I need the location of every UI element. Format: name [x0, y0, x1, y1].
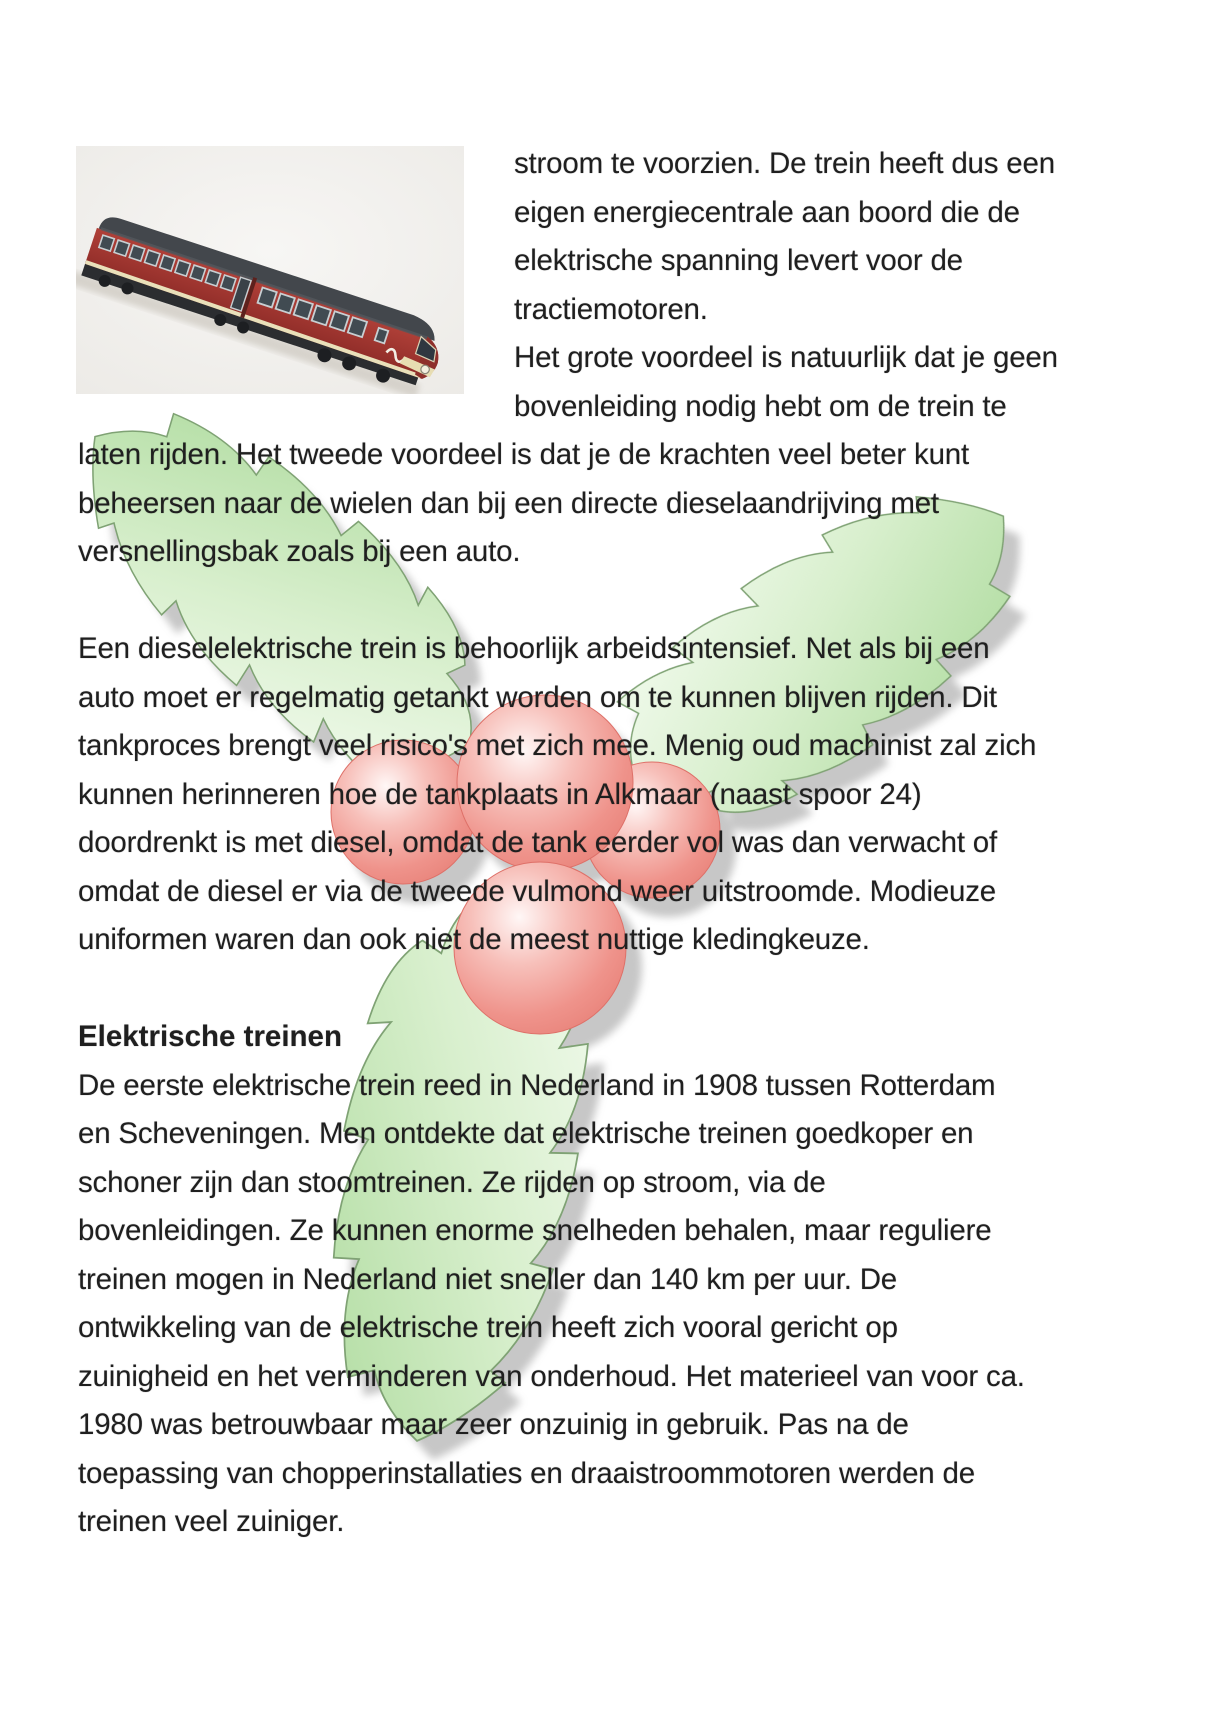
text-line: Een dieselelektrische trein is behoorlijk arbeidsintensief. Net als bij een: [78, 632, 990, 665]
text-line: kunnen herinneren hoe de tankplaats in Alkmaar (naast spoor 24): [78, 777, 922, 811]
text-line: [78, 577, 1218, 626]
text-line: treinen veel zuiniger.: [78, 1505, 345, 1538]
text-line: bovenleidingen. Ze kunnen enorme snelheden behalen, maar reguliere: [78, 1214, 992, 1247]
text-line: De eerste elektrische trein reed in Nederland in 1908 tussen Rotterdam: [78, 1068, 996, 1102]
text-line: beheersen naar de wielen dan bij een directe dieselaandrijving met: [78, 486, 939, 520]
text-line: ontwikkeling van de elektrische trein heeft zich vooral gericht op: [78, 1311, 898, 1344]
text-line: schoner zijn dan stoomtreinen. Ze rijden op stroom, via de: [78, 1165, 826, 1199]
text-line: en Scheveningen. Men ontdekte dat elektrische treinen goedkoper en: [78, 1117, 974, 1150]
text-line: tractiemotoren.: [514, 292, 708, 326]
text-line: toepassing van chopperinstallaties en draaistroommotoren werden de: [78, 1456, 975, 1490]
text-layer: [0, 140, 1218, 1547]
text-line: uniformen waren dan ook niet de meest nuttige kledingkeuze.: [78, 923, 870, 956]
text-line: eigen energiecentrale aan boord die de: [514, 195, 1020, 229]
text-line: zuinigheid en het verminderen van onderhoud. Het materieel van voor ca.: [78, 1359, 1025, 1393]
text-line: bovenleiding nodig hebt om de trein te: [514, 389, 1007, 423]
section-heading: Elektrische treinen: [78, 1020, 342, 1053]
text-line: doordrenkt is met diesel, omdat de tank eerder vol was dan verwacht of: [78, 826, 998, 859]
text-line: auto moet er regelmatig getankt worden om te kunnen blijven rijden. Dit: [78, 680, 997, 714]
text-line: omdat de diesel er via de tweede vulmond weer uitstroomde. Modieuze: [78, 874, 996, 908]
text-line: laten rijden. Het tweede voordeel is dat je de krachten veel beter kunt: [78, 438, 970, 471]
text-line: tankproces brengt veel risico's met zich mee. Menig oud machinist zal zich: [78, 729, 1037, 762]
text-line: versnellingsbak zoals bij een auto.: [78, 535, 521, 568]
text-line: stroom te voorzien. De trein heeft dus een: [514, 147, 1055, 180]
text-line: 1980 was betrouwbaar maar zeer onzuinig in gebruik. Pas na de: [78, 1408, 909, 1441]
text-line: elektrische spanning levert voor de: [514, 244, 963, 277]
text-line: treinen mogen in Nederland niet sneller dan 140 km per uur. De: [78, 1262, 898, 1296]
text-line: Het grote voordeel is natuurlijk dat je geen: [514, 341, 1058, 374]
text-line: [78, 965, 1218, 1014]
